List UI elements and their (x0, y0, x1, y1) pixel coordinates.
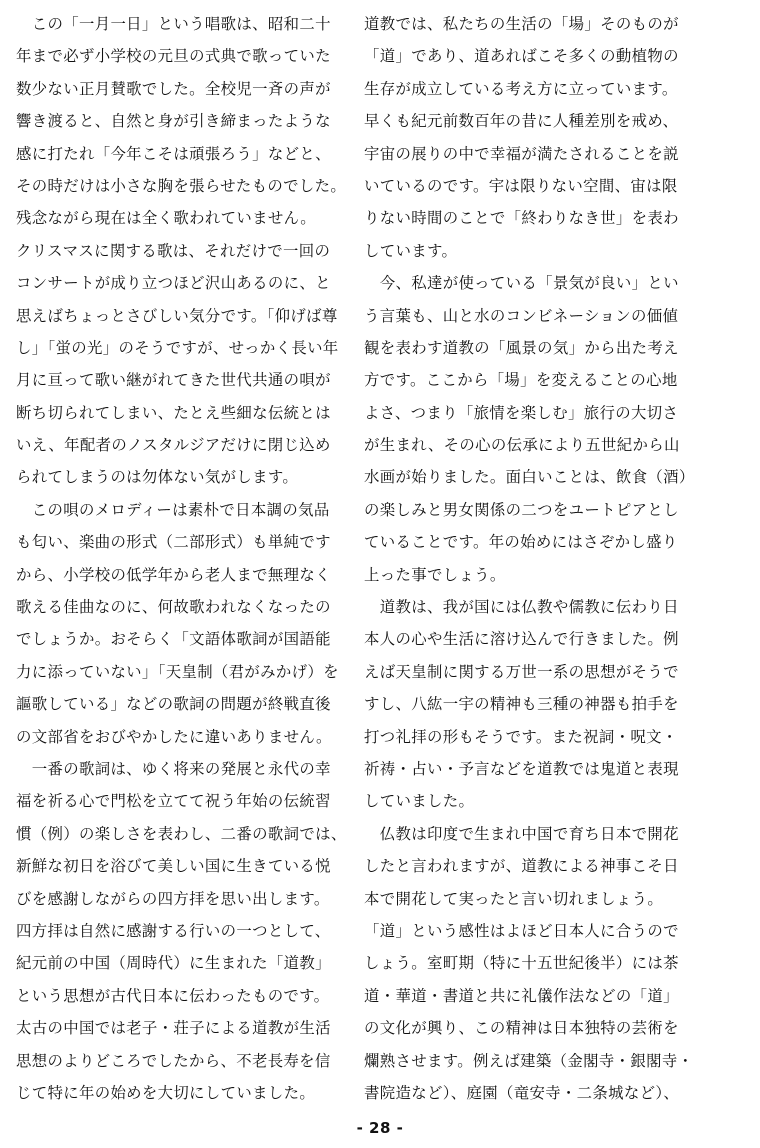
text-line: しています。 (364, 241, 458, 260)
text-line: 四方拝は自然に感謝する行いの一つとして、 (16, 921, 331, 940)
page-number: - 28 - (356, 1119, 404, 1137)
text-line: う言葉も、山と水のコンビネーションの価値 (364, 306, 679, 325)
text-line: 一番の歌詞は、ゆく将来の発展と永代の幸 (16, 759, 331, 778)
text-line: 本で開花して実ったと言い切れましょう。 (364, 889, 664, 908)
text-line: 響き渡ると、自然と身が引き締まったような (16, 112, 331, 131)
text-line: 爛熟させます。例えば建築（金閣寺・銀閣寺・ (364, 1051, 694, 1070)
text-line: 祈祷・占い・予言などを道教では鬼道と表現 (364, 759, 679, 778)
text-line: という思想が古代日本に伝わったものです。 (16, 986, 330, 1005)
text-line: 残念ながら現在は全く歌われていません。 (16, 209, 316, 228)
text-line: 慣（例）の楽しさを表わし、二番の歌詞では、 (16, 824, 347, 843)
text-line: 仏教は印度で生まれ中国で育ち日本で開花 (364, 824, 679, 843)
text-line: したと言われますが、道教による神事こそ日 (364, 857, 679, 876)
text-line: 宇宙の展りの中で幸福が満たされることを説 (364, 144, 679, 163)
text-line: いているのです。宇は限りない空間、宙は限 (364, 176, 678, 195)
text-line: 感に打たれ「今年こそは頑張ろう」などと、 (16, 144, 331, 163)
text-line: 「道」であり、道あればこそ多くの動植物の (364, 47, 679, 66)
text-line: 道教では、私たちの生活の「場」そのものが (364, 15, 679, 33)
text-line: その時だけは小さな胸を張らせたものでした。 (16, 176, 347, 195)
text-line: 思えばちょっとさびしい気分です。「仰げば尊 (16, 306, 338, 325)
text-line: 生存が成立している考え方に立っています。 (364, 79, 678, 98)
text-line: の文化が興り、この精神は日本独特の芸術を (364, 1019, 679, 1038)
text-line: していました。 (364, 792, 475, 811)
text-line: しょう。室町期（特に十五世紀後半）には茶 (364, 954, 679, 973)
text-line: 力に添っていない」「天皇制（君がみかげ）を (16, 662, 339, 681)
text-line: 打つ礼拝の形もそうです。また祝詞・呪文・ (364, 727, 678, 746)
text-line: すし、八紘一宇の精神も三種の神器も拍手を (364, 695, 679, 714)
text-line: えば天皇制に関する万世一系の思想がそうで (364, 662, 679, 681)
text-line: 水画が始りました。面白いことは、飲食（酒） (364, 468, 695, 487)
text-line: 観を表わす道教の「風景の気」から出た考え (364, 338, 679, 357)
text-line: の楽しみと男女関係の二つをユートピアとし (364, 500, 679, 519)
text-line: が生まれ、その心の伝承により五世紀から山 (364, 436, 680, 455)
text-line: 早くも紀元前数百年の昔に人種差別を戒め、 (364, 112, 679, 131)
text-line: 月に亘って歌い継がれてきた世代共通の唄が (16, 371, 331, 390)
text-line: でしょうか。おそらく「文語体歌詞が国語能 (16, 630, 331, 649)
text-line: られてしまうのは勿体ない気がします。 (16, 468, 299, 487)
text-line: いえ、年配者のノスタルジアだけに閉じ込め (16, 436, 331, 455)
text-line: りない時間のことで「終わりなき世」を表わ (364, 209, 679, 228)
text-line: 思想のよりどころでしたから、不老長寿を信 (16, 1051, 331, 1070)
text-line: 歌える佳曲なのに、何故歌われなくなったの (16, 598, 331, 617)
text-line: 方です。ここから「場」を変えることの心地 (364, 371, 678, 390)
text-line: し」「蛍の光」のそうですが、せっかく長い年 (16, 338, 339, 357)
text-line: 今、私達が使っている「景気が良い」とい (364, 274, 679, 293)
right-text-column (364, 8, 702, 1109)
text-line: コンサートが成り立つほど沢山あるのに、と (16, 274, 331, 293)
text-line: 謳歌している」などの歌詞の問題が終戦直後 (16, 695, 331, 714)
text-line: よさ、つまり「旅情を楽しむ」旅行の大切さ (364, 403, 679, 422)
text-line: の文部省をおびやかしたに違いありません。 (16, 727, 332, 746)
text-line: から、小学校の低学年から老人まで無理なく (16, 565, 331, 584)
text-line: 断ち切られてしまい、たとえ些細な伝統とは (16, 403, 331, 422)
text-line: ていることです。年の始めにはさぞかし盛り (364, 533, 678, 552)
text-line: 年まで必ず小学校の元旦の式典で歌っていた (16, 47, 331, 66)
text-line: 書院造など）、庭園（竜安寺・二条城など）、 (364, 1083, 680, 1102)
text-line: この唄のメロディーは素朴で日本調の気品 (16, 500, 330, 519)
text-line: この「一月一日」という唱歌は、昭和二十 (16, 15, 331, 33)
text-line: びを感謝しながらの四方拝を思い出します。 (16, 889, 330, 908)
text-line: クリスマスに関する歌は、それだけで一回の (16, 241, 331, 260)
text-line: も匂い、楽曲の形式（二部形式）も単純です (16, 533, 331, 552)
text-line: 太古の中国では老子・荘子による道教が生活 (16, 1019, 331, 1038)
text-line: 数少ない正月賛歌でした。全校児一斉の声が (16, 79, 331, 98)
text-line: 道教は、我が国には仏教や儒教に伝わり日 (364, 598, 679, 617)
text-line: 上った事でしょう。 (364, 565, 506, 584)
text-line: じて特に年の始めを大切にしていました。 (16, 1083, 316, 1102)
text-line: 新鮮な初日を浴びて美しい国に生きている悦 (16, 857, 331, 876)
text-line: 「道」という感性はよほど日本人に合うので (364, 921, 679, 940)
text-line: 紀元前の中国（周時代）に生まれた「道教」 (16, 954, 331, 973)
text-line: 道・華道・書道と共に礼儀作法などの「道」 (364, 986, 679, 1005)
text-line: 本人の心や生活に溶け込んで行きました。例 (364, 630, 679, 649)
left-text-column (16, 8, 354, 1109)
text-line: 福を祈る心で門松を立てて祝う年始の伝統習 (16, 792, 331, 811)
